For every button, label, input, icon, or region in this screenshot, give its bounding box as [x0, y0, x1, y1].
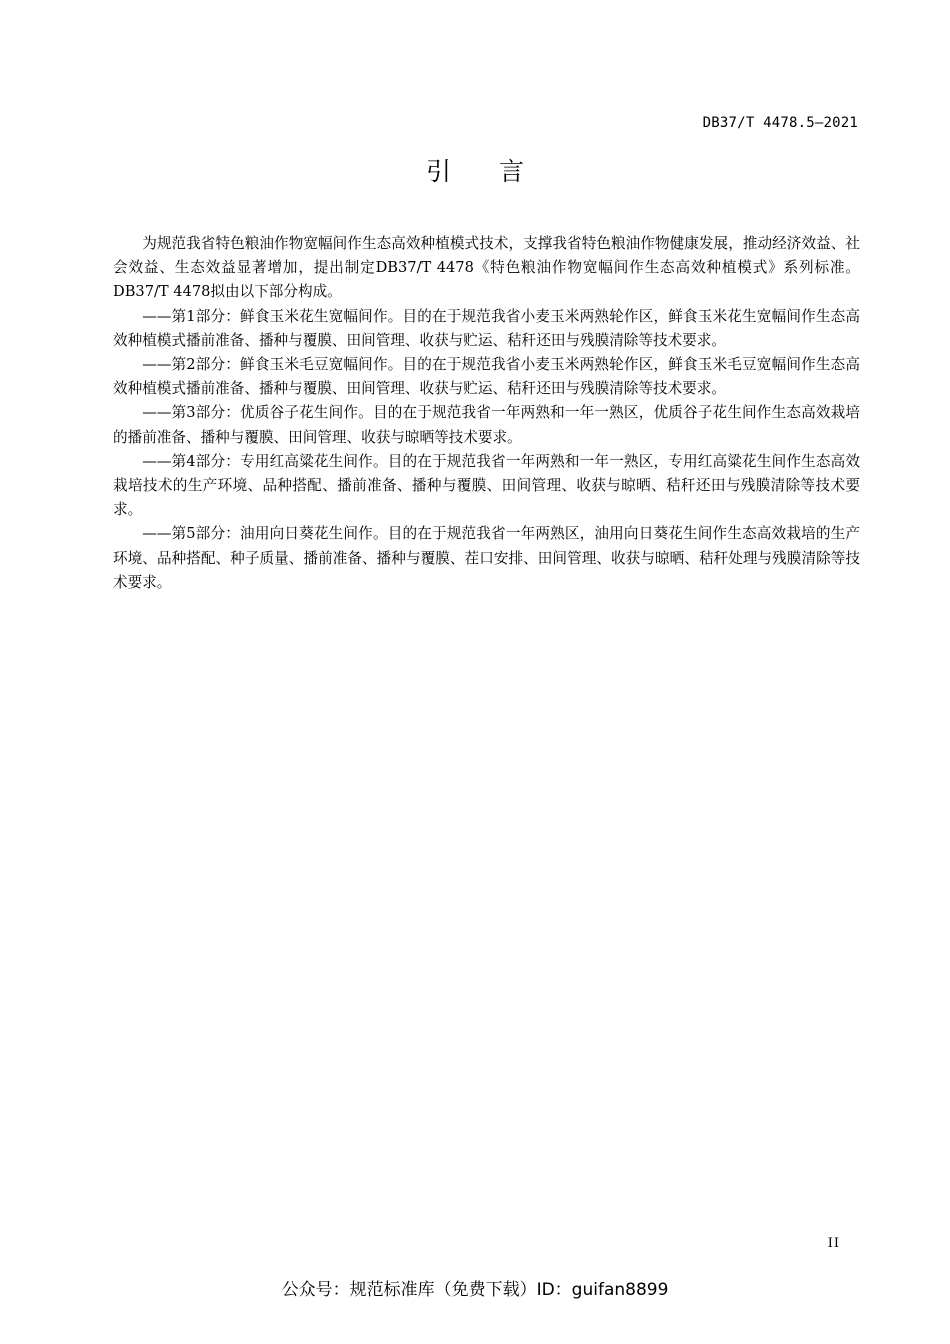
- introduction-body: [113, 232, 860, 595]
- intro-paragraph: 为规范我省特色粮油作物宽幅间作生态高效种植模式技术，支撑我省特色粮油作物健康发展，推动经济效益、社会效益、生态效益显著增加，提出制定DB37/T 4478《特色粮油作物宽幅间作生态高效种植模式》系列标准。DB37/T 4478拟由以下部分构成。: [113, 235, 860, 301]
- part-5-paragraph: ——第5部分：油用向日葵花生间作。目的在于规范我省一年两熟区，油用向日葵花生间作生态高效栽培的生产环境、品种搭配、种子质量、播前准备、播种与覆膜、茬口安排、田间管理、收获与晾晒、秸秆处理与残膜清除等技术要求。: [113, 525, 860, 591]
- part-4-paragraph: ——第4部分：专用红高粱花生间作。目的在于规范我省一年两熟和一年一熟区，专用红高粱花生间作生态高效栽培技术的生产环境、品种搭配、播前准备、播种与覆膜、田间管理、收获与晾晒、秸秆还田与残膜清除等技术要求。: [113, 452, 860, 519]
- standard-code: DB37/T 4478.5—2021: [702, 115, 858, 131]
- part-3-paragraph: ——第3部分：优质谷子花生间作。目的在于规范我省一年两熟和一年一熟区，优质谷子花生间作生态高效栽培的播前准备、播种与覆膜、田间管理、收获与晾晒等技术要求。: [113, 404, 860, 446]
- part-2-paragraph: ——第2部分：鲜食玉米毛豆宽幅间作。目的在于规范我省小麦玉米两熟轮作区，鲜食玉米毛豆宽幅间作生态高效种植模式播前准备、播种与覆膜、田间管理、收获与贮运、秸秆还田与残膜清除等技术要求。: [113, 356, 860, 398]
- page-number: II: [827, 1236, 840, 1251]
- part-1-paragraph: ——第1部分：鲜食玉米花生宽幅间作。目的在于规范我省小麦玉米两熟轮作区，鲜食玉米花生宽幅间作生态高效种植模式播前准备、播种与覆膜、田间管理、收获与贮运、秸秆还田与残膜清除等技术要求。: [113, 307, 860, 349]
- page-title: 引言: [425, 157, 572, 186]
- footer-note: 公众号：规范标准库（免费下载）ID：guifan8899: [281, 1280, 669, 1300]
